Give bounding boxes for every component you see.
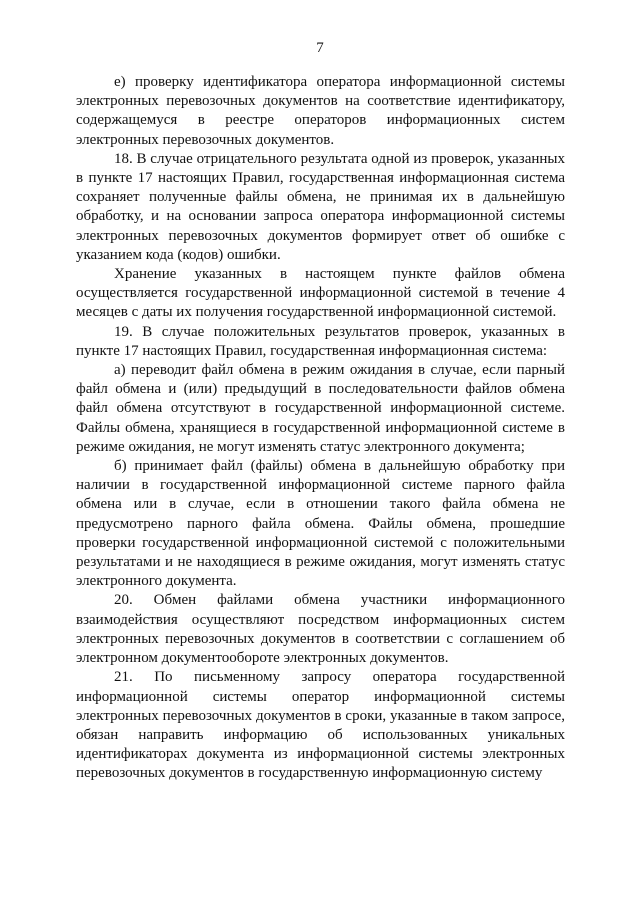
paragraph-19-positive-result: 19. В случае положительных результатов проверок, указанных в пункте 17 настоящих Правил, государственная информационная система: bbox=[76, 323, 565, 359]
paragraph-20-exchange: 20. Обмен файлами обмена участники информационного взаимодействия осуществляют посредством информационных систем электронных перевозочных документов в соответствии с соглашением об электронном документообороте электронных документов. bbox=[76, 592, 565, 667]
paragraph-storage-period: Хранение указанных в настоящем пункте файлов обмена осуществляется государственной информационной системой в течение 4 месяцев с даты их получения государственной информационной системой. bbox=[76, 266, 565, 321]
paragraph-21-written-request: 21. По письменному запросу оператора государственной информационной системы оператор информационной системы электронных перевозочных документов в сроки, указанные в таком запросе, обязан направить информацию об использованных уникальных идентификаторах документа из информационной системы электронных перевозочных документов в государственную информационную систему bbox=[76, 669, 565, 782]
document-body bbox=[76, 73, 565, 784]
paragraph-b-processing: б) принимает файл (файлы) обмена в дальнейшую обработку при наличии в государственной информационной системе парного файла обмена или в случае, если в отношении такого файла обмена не предусмотрено парного файла обмена. Файлы обмена, прошедшие проверки государственной информационной системой с положительными результатами и не находящиеся в режиме ожидания, могут изменять статус электронного документа. bbox=[76, 458, 565, 590]
paragraph-a-waiting-mode: а) переводит файл обмена в режим ожидания в случае, если парный файл обмена и (или) предыдущий в последовательности файлов обмена файл обмена отсутствуют в государственной информационной системе. Файлы обмена, хранящиеся в государственной информационной системе в режиме ожидания, не могут изменять статус электронного документа; bbox=[76, 362, 565, 455]
paragraph-18-negative-result: 18. В случае отрицательного результата одной из проверок, указанных в пункте 17 настоящих Правил, государственная информационная система сохраняет полученные файлы обмена, не принимая их в дальнейшую обработку, и на основании запроса оператора информационной системы электронных перевозочных документов формирует ответ об ошибке с указанием кода (кодов) ошибки. bbox=[76, 150, 565, 263]
paragraph-e-check-identifier: е) проверку идентификатора оператора информационной системы электронных перевозочных документов на соответствие идентификатору, содержащемуся в реестре операторов информационных систем электронных перевозочных документов. bbox=[76, 74, 565, 148]
page-number: 7 bbox=[316, 40, 324, 56]
